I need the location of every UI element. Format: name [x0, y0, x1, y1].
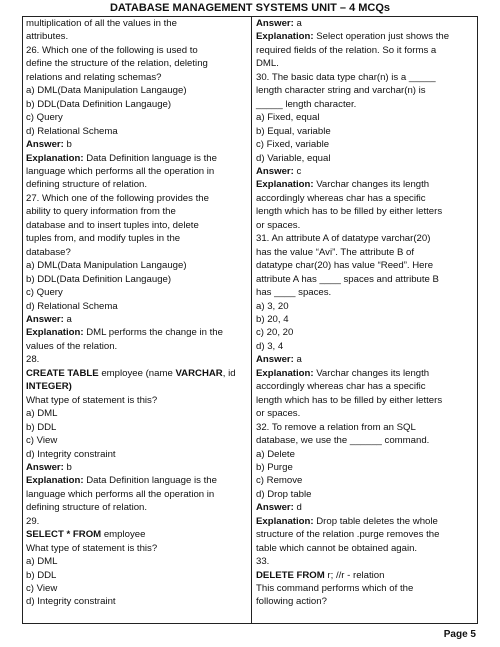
plain-text: required fields of the relation. So it forms a [256, 44, 437, 56]
plain-text: c) View [26, 435, 58, 447]
plain-text: d) Integrity constraint [26, 448, 116, 460]
text-line [256, 515, 474, 528]
plain-text: 33. [256, 556, 270, 568]
text-line [26, 125, 248, 138]
plain-text: values of the relation. [26, 340, 118, 352]
plain-text: length which has to be filled by either letters [256, 206, 443, 218]
text-line [256, 259, 474, 272]
plain-text: ability to query information from the [26, 206, 176, 218]
text-line [26, 407, 248, 420]
plain-text: b) DDL(Data Definition Langauge) [26, 98, 172, 110]
plain-text: 30. The basic data type char(n) is a _____ [256, 71, 436, 83]
plain-text: d) Drop table [256, 488, 312, 500]
text-line [256, 340, 474, 353]
text-line [26, 515, 248, 528]
plain-text: define the structure of the relation, deleting [26, 58, 208, 70]
text-line [26, 528, 248, 541]
bold-text: Answer: [26, 313, 64, 325]
text-line [26, 286, 248, 299]
text-line [256, 595, 474, 608]
text-line [26, 313, 248, 326]
plain-text: d [293, 502, 302, 514]
text-line [256, 192, 474, 205]
text-line [256, 367, 474, 380]
plain-text: has the value “Avi”. The attribute B of [256, 246, 415, 258]
plain-text: What type of statement is this? [26, 394, 158, 406]
text-line [26, 138, 248, 151]
plain-text: d) 3, 4 [256, 340, 284, 352]
bold-text: Answer: [26, 139, 64, 151]
text-line [256, 219, 474, 232]
text-line [256, 152, 474, 165]
text-line [26, 326, 248, 339]
plain-text: 31. An attribute A of datatype varchar(20) [256, 233, 431, 245]
text-line [26, 192, 248, 205]
plain-text: multiplication of all the values in the [26, 18, 177, 29]
text-line [26, 165, 248, 178]
text-line [26, 84, 248, 97]
text-line [256, 273, 474, 286]
plain-text: a) DML [26, 408, 58, 420]
text-line [256, 394, 474, 407]
plain-text: relations and relating schemas? [26, 71, 162, 83]
plain-text: b) Purge [256, 461, 293, 473]
bold-text: Answer: [256, 354, 294, 366]
plain-text: database and to insert tuples into, delete [26, 219, 199, 231]
plain-text: c) Fixed, variable [256, 139, 330, 151]
text-line [256, 246, 474, 259]
text-line [256, 528, 474, 541]
text-line [26, 246, 248, 259]
plain-text: structure of the relation .purge removes the [256, 529, 440, 541]
plain-text: What type of statement is this? [26, 542, 158, 554]
bold-text: DELETE FROM [256, 569, 325, 581]
plain-text: b) DDL [26, 421, 57, 433]
text-line [26, 232, 248, 245]
plain-text: table which cannot be obtained again. [256, 542, 418, 554]
text-line [26, 219, 248, 232]
plain-text: Data Definition language is the [83, 152, 217, 164]
text-line [256, 569, 474, 582]
plain-text: a) Fixed, equal [256, 112, 320, 124]
text-line [26, 555, 248, 568]
text-line [256, 313, 474, 326]
bold-text: Explanation: [26, 152, 84, 164]
plain-text: a) DML(Data Manipulation Langauge) [26, 260, 187, 272]
bold-text: Explanation: [256, 179, 314, 191]
left-column [26, 17, 248, 609]
text-line [256, 125, 474, 138]
plain-text: d) Relational Schema [26, 300, 118, 312]
text-line [256, 326, 474, 339]
text-line [256, 57, 474, 70]
bold-text: Explanation: [26, 475, 84, 487]
text-line [26, 273, 248, 286]
plain-text: a) DML [26, 556, 58, 568]
plain-text: database? [26, 246, 71, 258]
text-line [256, 17, 474, 30]
text-line [256, 421, 474, 434]
column-divider [251, 16, 252, 624]
plain-text: Data Definition language is the [83, 475, 217, 487]
plain-text: length character string and varchar(n) is [256, 85, 426, 97]
text-line [256, 165, 474, 178]
page-number: Page 5 [443, 629, 476, 640]
plain-text: following action? [256, 596, 327, 608]
text-line [26, 340, 248, 353]
text-line [26, 17, 248, 30]
text-line [26, 569, 248, 582]
text-line [26, 501, 248, 514]
plain-text: b [63, 139, 72, 151]
text-line [26, 367, 248, 380]
text-line [26, 448, 248, 461]
text-line [26, 461, 248, 474]
plain-text: b) DDL [26, 569, 57, 581]
plain-text: 32. To remove a relation from an SQL [256, 421, 416, 433]
text-line [256, 407, 474, 420]
bold-text: VARCHAR [175, 367, 223, 379]
text-line [26, 259, 248, 272]
text-line [256, 98, 474, 111]
plain-text: Drop table deletes the whole [313, 515, 438, 527]
text-line [256, 138, 474, 151]
plain-text: c) 20, 20 [256, 327, 294, 339]
text-line [256, 501, 474, 514]
plain-text: a [293, 354, 302, 366]
plain-text: tuples from, and modify tuples in the [26, 233, 181, 245]
text-line [26, 71, 248, 84]
text-line [26, 111, 248, 124]
plain-text: a) Delete [256, 448, 295, 460]
text-line [256, 84, 474, 97]
bold-text: Explanation: [256, 515, 314, 527]
plain-text: or spaces. [256, 219, 301, 231]
text-line [256, 542, 474, 555]
plain-text: accordingly whereas char has a specific [256, 381, 426, 393]
right-column [256, 17, 474, 609]
plain-text: c) Query [26, 112, 63, 124]
plain-text: d) Relational Schema [26, 125, 118, 137]
text-line [26, 434, 248, 447]
bold-text: Answer: [256, 165, 294, 177]
text-line [26, 353, 248, 366]
plain-text: a) 3, 20 [256, 300, 289, 312]
plain-text: d) Variable, equal [256, 152, 331, 164]
plain-text: Varchar changes its length [313, 179, 430, 191]
text-line [256, 300, 474, 313]
text-line [26, 474, 248, 487]
plain-text: defining structure of relation. [26, 502, 148, 514]
text-line [26, 542, 248, 555]
plain-text: language which performs all the operation in [26, 488, 215, 500]
bold-text: Explanation: [256, 31, 314, 43]
text-line [256, 353, 474, 366]
plain-text: a [63, 313, 72, 325]
bold-text: INTEGER) [26, 381, 72, 393]
bold-text: Answer: [256, 18, 294, 29]
text-line [256, 205, 474, 218]
text-line [26, 421, 248, 434]
plain-text: length which has to be filled by either letters [256, 394, 443, 406]
plain-text: language which performs all the operation in [26, 165, 215, 177]
text-line [256, 448, 474, 461]
text-line [256, 582, 474, 595]
text-line [26, 300, 248, 313]
plain-text: or spaces. [256, 408, 301, 420]
plain-text: c) Query [26, 287, 63, 299]
text-line [26, 44, 248, 57]
page-title: DATABASE MANAGEMENT SYSTEMS UNIT – 4 MCQs [109, 2, 391, 14]
plain-text: 26. Which one of the following is used to [26, 44, 198, 56]
plain-text: d) Integrity constraint [26, 596, 116, 608]
bold-text: Answer: [26, 461, 64, 473]
bold-text: Answer: [256, 502, 294, 514]
plain-text: DML performs the change in the [83, 327, 223, 339]
text-line [26, 394, 248, 407]
plain-text: Select operation just shows the [313, 31, 450, 43]
bold-text: Explanation: [26, 327, 84, 339]
text-line [256, 380, 474, 393]
text-line [26, 488, 248, 501]
text-line [26, 380, 248, 393]
plain-text: , id [222, 367, 236, 379]
plain-text: _____ length character. [256, 98, 357, 110]
bold-text: Explanation: [256, 367, 314, 379]
plain-text: a) DML(Data Manipulation Langauge) [26, 85, 187, 97]
text-line [26, 205, 248, 218]
bold-text: SELECT * FROM [26, 529, 102, 541]
text-line [26, 178, 248, 191]
text-line [256, 286, 474, 299]
plain-text: DML. [256, 58, 279, 70]
text-line [26, 582, 248, 595]
text-line [256, 111, 474, 124]
text-line [26, 152, 248, 165]
plain-text: b) Equal, variable [256, 125, 331, 137]
plain-text: b [63, 461, 72, 473]
text-line [26, 30, 248, 43]
plain-text: b) 20, 4 [256, 313, 289, 325]
plain-text: database, we use the ______ command. [256, 435, 430, 447]
bold-text: CREATE TABLE [26, 367, 99, 379]
plain-text: Varchar changes its length [313, 367, 430, 379]
text-line [256, 474, 474, 487]
text-line [26, 98, 248, 111]
text-line [256, 30, 474, 43]
text-line [256, 461, 474, 474]
plain-text: c [293, 165, 302, 177]
plain-text: c) View [26, 583, 58, 595]
plain-text: has ____ spaces. [256, 287, 332, 299]
text-line [256, 44, 474, 57]
text-line [256, 555, 474, 568]
text-line [256, 488, 474, 501]
text-line [256, 178, 474, 191]
plain-text: attributes. [26, 31, 69, 43]
plain-text: employee [101, 529, 146, 541]
plain-text: c) Remove [256, 475, 303, 487]
plain-text: This command performs which of the [256, 583, 414, 595]
plain-text: b) DDL(Data Definition Langauge) [26, 273, 172, 285]
plain-text: accordingly whereas char has a specific [256, 192, 426, 204]
plain-text: r; //r - relation [324, 569, 385, 581]
text-line [256, 232, 474, 245]
text-line [256, 71, 474, 84]
plain-text: 28. [26, 354, 40, 366]
text-line [26, 595, 248, 608]
plain-text: employee (name [98, 367, 176, 379]
plain-text: datatype char(20) has value “Reed”. Here [256, 260, 434, 272]
plain-text: 29. [26, 515, 40, 527]
plain-text: attribute A has ____ spaces and attribute B [256, 273, 439, 285]
text-line [26, 57, 248, 70]
plain-text: defining structure of relation. [26, 179, 148, 191]
plain-text: a [293, 18, 302, 29]
plain-text: 27. Which one of the following provides the [26, 192, 209, 204]
text-line [256, 434, 474, 447]
